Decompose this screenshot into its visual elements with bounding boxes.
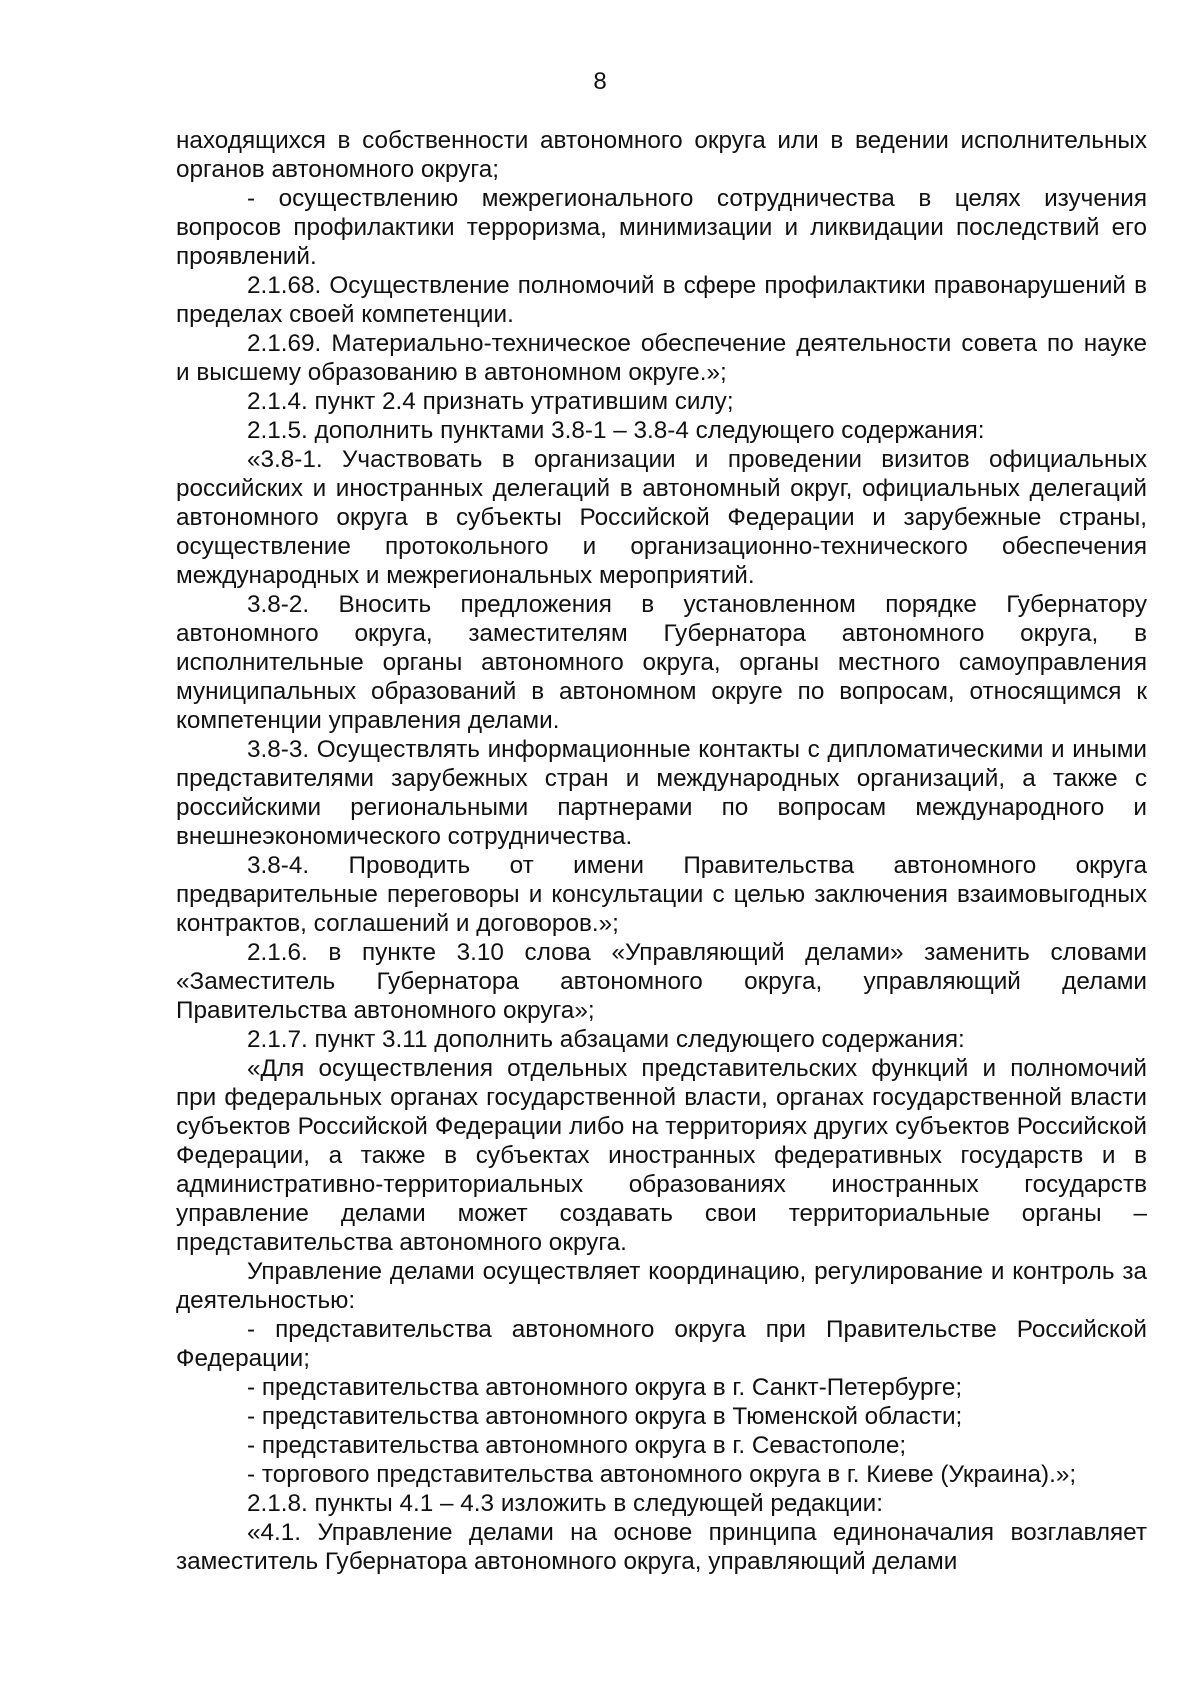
- paragraph: 2.1.4. пункт 2.4 признать утратившим силу;: [247, 388, 734, 415]
- paragraph: находящихся в собственности автономного округа или в ведении исполнительных органов автономного округа;: [176, 127, 1147, 183]
- paragraph: 2.1.69. Материально-техническое обеспечение деятельности совета по науке и высшему образованию в автономном округе.»;: [176, 330, 1147, 386]
- paragraph: 3.8-2. Вносить предложения в установленном порядке Губернатору автономного округа, заместителям Губернатора автономного округа, в исполнительные органы автономного округа, органы местного самоуправления муниципальных образований в автономном округе по вопросам, относящимся к компетенции управления делами.: [176, 591, 1147, 734]
- paragraph: - представительства автономного округа при Правительстве Российской Федерации;: [176, 1316, 1147, 1372]
- paragraph: Управление делами осуществляет координацию, регулирование и контроль за деятельностью:: [176, 1258, 1147, 1314]
- paragraph: - представительства автономного округа в г. Санкт-Петербурге;: [247, 1374, 963, 1401]
- paragraph: 2.1.6. в пункте 3.10 слова «Управляющий делами» заменить словами «Заместитель Губернатора автономного округа, управляющий делами Правительства автономного округа»;: [176, 939, 1147, 1024]
- paragraph: 2.1.5. дополнить пунктами 3.8-1 – 3.8-4 следующего содержания:: [247, 417, 985, 444]
- paragraph: 2.1.68. Осуществление полномочий в сфере профилактики правонарушений в пределах своей компетенции.: [176, 272, 1147, 328]
- paragraph: «3.8-1. Участвовать в организации и проведении визитов официальных российских и иностранных делегаций в автономный округ, официальных делегаций автономного округа в субъекты Российской Федерации и зарубежные страны, осуществление протокольного и организационно-технического обеспечения международных и межрегиональных мероприятий.: [176, 446, 1147, 589]
- paragraph: 2.1.8. пункты 4.1 – 4.3 изложить в следующей редакции:: [247, 1490, 884, 1517]
- paragraph: 3.8-3. Осуществлять информационные контакты с дипломатическими и иными представителями зарубежных стран и международных организаций, а также с российскими региональными партнерами по вопросам международного и внешнеэкономического сотрудничества.: [176, 736, 1147, 850]
- page-number: 8: [593, 68, 607, 95]
- document-body: [176, 126, 1147, 1576]
- paragraph: - осуществлению межрегионального сотрудничества в целях изучения вопросов профилактики терроризма, минимизации и ликвидации последствий его проявлений.: [176, 185, 1147, 270]
- paragraph: - представительства автономного округа в Тюменской области;: [247, 1403, 963, 1430]
- paragraph: «Для осуществления отдельных представительских функций и полномочий при федеральных органах государственной власти, органах государственной власти субъектов Российской Федерации либо на территориях других субъектов Российской Федерации, а также в субъектах иностранных федеративных государств и в административно-территориальных образованиях иностранных государств управление делами может создавать свои территориальные органы – представительства автономного округа.: [176, 1055, 1147, 1256]
- paragraph: 3.8-4. Проводить от имени Правительства автономного округа предварительные переговоры и консультации с целью заключения взаимовыгодных контрактов, соглашений и договоров.»;: [176, 852, 1147, 937]
- paragraph: «4.1. Управление делами на основе принципа единоначалия возглавляет заместитель Губернатора автономного округа, управляющий делами: [176, 1519, 1147, 1575]
- paragraph: 2.1.7. пункт 3.11 дополнить абзацами следующего содержания:: [247, 1026, 965, 1053]
- paragraph: - представительства автономного округа в г. Севастополе;: [247, 1432, 907, 1459]
- paragraph: - торгового представительства автономного округа в г. Киеве (Украина).»;: [247, 1461, 1077, 1488]
